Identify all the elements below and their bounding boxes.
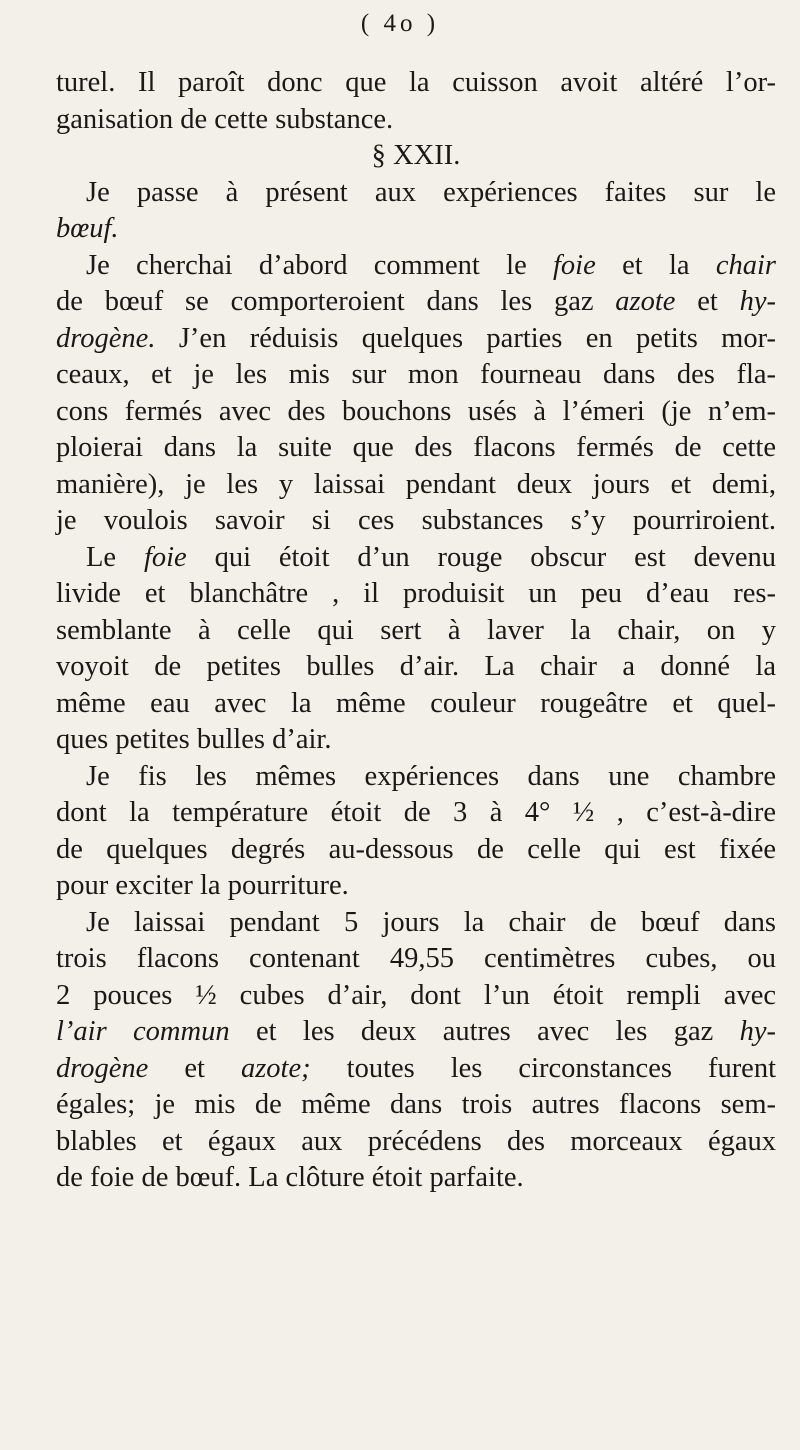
text-run: trois flacons contenant 49,55 centimètres cubes, ou [56,943,776,974]
text-line [56,321,776,358]
text-run: toutes les circonstances furent [310,1052,777,1084]
italic-term: foie [143,541,187,573]
text-line [56,832,776,869]
italic-term: drogène. [56,322,156,354]
text-line [56,649,776,686]
text-line [56,540,776,577]
page-number: ( 4o ) [360,10,440,37]
text-run: cons fermés avec des bouchons usés à l’émeri (je n’em- [56,395,776,427]
italic-term: foie [553,249,596,281]
text-run: de bœuf se comporteroient dans les gaz [56,286,616,317]
text-run: ganisation de cette substance. [56,103,394,135]
text-run: je voulois savoir si ces substances s’y pourriroient. [56,505,776,536]
text-run: § XXII. [371,140,461,171]
text-line [56,686,776,723]
text-run: J’en réduisis quelques parties en petits mor- [155,322,776,354]
text-line [56,905,776,942]
text-run: qui étoit d’un rouge obscur est devenu [186,541,776,573]
text-line [56,941,776,978]
text-line [56,102,776,139]
text-line [56,211,776,248]
text-line [56,795,776,832]
text-run: blables et égaux aux précédens des morceaux égaux [56,1125,776,1157]
text-line [56,284,776,321]
text-run: turel. Il paroît donc que la cuisson avoit altéré l’or- [56,67,776,98]
italic-term: hy- [739,286,777,317]
text-line [56,1124,776,1161]
text-run: ceaux, et je les mis sur mon fourneau dans des fla- [56,359,776,390]
italic-term: bœuf. [56,213,119,244]
text-line [56,722,776,759]
text-run: semblante à celle qui sert à laver la chair, on y [56,614,776,646]
text-run: égales; je mis de même dans trois autres flacons sem- [56,1089,776,1120]
text-run: dont la température étoit de 3 à 4° ½ , c’est-à-dire [56,797,776,828]
italic-term: azote [615,286,676,317]
body-text [56,65,776,1197]
text-line [56,430,776,467]
italic-term: hy- [739,1016,776,1047]
text-line [56,248,776,285]
text-line [56,138,776,175]
text-run: et la [595,249,716,281]
text-line [56,357,776,394]
text-line [56,613,776,650]
italic-term: l’air commun [56,1016,230,1047]
text-line [56,1160,776,1197]
text-line [56,175,776,212]
text-line [56,576,776,613]
text-run: et [675,286,740,317]
text-run: pour exciter la pourriture. [56,870,349,901]
italic-term: chair [715,249,776,281]
text-line [56,1014,776,1051]
text-run: Je cherchai d’abord comment le [86,249,554,281]
text-run: de foie de bœuf. La clôture étoit parfaite. [56,1162,524,1193]
text-run: manière), je les y laissai pendant deux jours et demi, [56,468,776,500]
text-run: Je fis les mêmes expériences dans une chambre [86,760,776,792]
text-line [56,868,776,905]
text-run: et [148,1052,241,1084]
text-run: de quelques degrés au-dessous de celle qui est fixée [56,833,776,865]
text-line [56,1051,776,1088]
text-line [56,503,776,540]
text-run: Je passe à présent aux expériences faites sur le [86,176,776,208]
text-line [56,759,776,796]
text-run: voyoit de petites bulles d’air. La chair a donné la [56,651,776,682]
text-line [56,394,776,431]
italic-term: drogène [56,1052,149,1084]
text-run: même eau avec la même couleur rougeâtre et quel- [56,687,776,719]
text-run: ploierai dans la suite que des flacons fermés de cette [56,432,776,463]
italic-term: azote; [240,1052,311,1084]
text-run: Le [86,541,144,573]
text-run: ques petites bulles d’air. [56,724,332,755]
text-run: livide et blanchâtre , il produisit un peu d’eau res- [56,578,776,609]
text-line [56,1087,776,1124]
text-line [56,467,776,504]
text-run: et les deux autres avec les gaz [229,1016,740,1047]
text-line [56,65,776,102]
text-run: Je laissai pendant 5 jours la chair de bœuf dans [86,906,776,938]
text-run: 2 pouces ½ cubes d’air, dont l’un étoit rempli avec [56,979,776,1011]
text-line [56,978,776,1015]
